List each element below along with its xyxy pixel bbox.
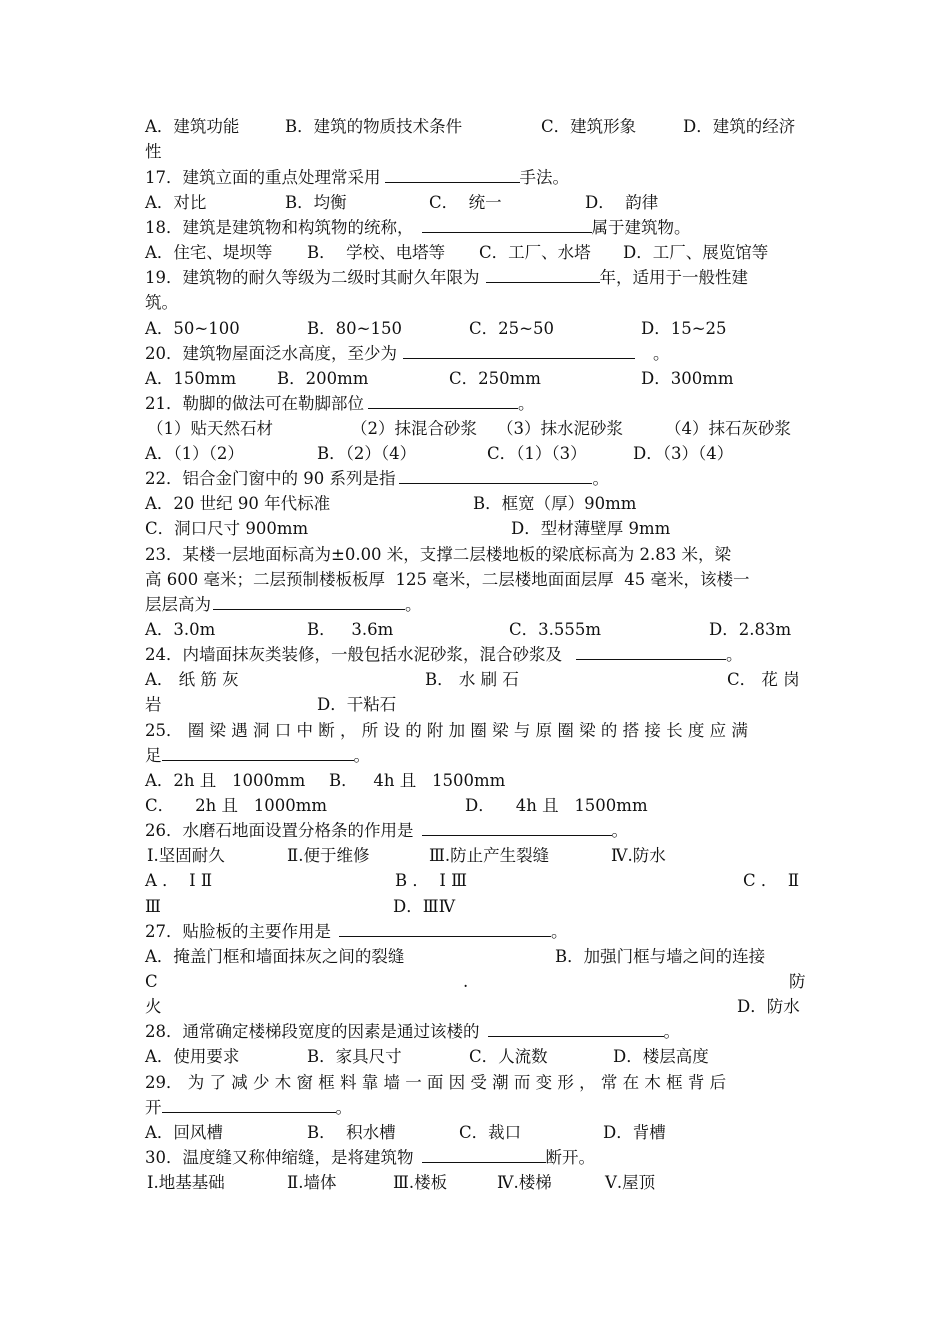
q26-items <box>145 843 809 868</box>
answer-blank <box>422 1145 546 1163</box>
question-text: 20．建筑物屋面泛水高度，至少为 <box>145 344 397 363</box>
option-c: C． 花 岗 <box>727 670 800 689</box>
question-29 <box>145 1070 809 1095</box>
item-3: Ⅲ.防止产生裂缝 <box>429 846 550 865</box>
question-25 <box>145 718 809 743</box>
question-text: 30．温度缝又称伸缩缝，是将建筑物 <box>145 1148 414 1167</box>
option-b: B．家具尺寸 <box>307 1047 402 1066</box>
question-text: 27．贴脸板的主要作用是 <box>145 922 331 941</box>
option-a: A．对比 <box>145 193 207 212</box>
option-a: A．2h 且 1000mm <box>145 771 306 790</box>
option-b: B．（2）（4） <box>317 444 417 463</box>
q24-options <box>145 667 809 692</box>
option-b: B ． Ⅰ Ⅲ <box>395 871 468 890</box>
question-text: 19．建筑物的耐久等级为二级时其耐久年限为 <box>145 268 480 287</box>
option-c: C．3.555m <box>509 620 602 639</box>
option-a: A．回风槽 <box>145 1123 223 1142</box>
q26-options: Ⅲ D．ⅢⅣ <box>145 894 809 919</box>
text-line: 开 。 <box>145 1095 809 1120</box>
option-c: C．250mm <box>449 369 541 388</box>
answer-blank <box>576 642 726 660</box>
text-line: 性 <box>145 142 162 161</box>
answer-blank <box>422 215 592 233</box>
question-30: 30．温度缝又称伸缩缝，是将建筑物 断开。 <box>145 1145 809 1170</box>
question-text: 24．内墙面抹灰类装修，一般包括水泥砂浆，混合砂浆及 <box>145 645 562 664</box>
option-d: D．ⅢⅣ <box>393 897 456 916</box>
option-b: B．框宽（厚）90mm <box>473 494 637 513</box>
option-c: C． 2h 且 1000mm <box>145 796 327 815</box>
q16-options <box>145 114 809 139</box>
answer-blank <box>339 919 551 937</box>
item-2: （2）抹混合砂浆 <box>351 419 477 438</box>
item-4: （4）抹石灰砂浆 <box>665 419 791 438</box>
question-text: 21．勒脚的做法可在勒脚部位 <box>145 394 364 413</box>
option-c: C．人流数 <box>469 1047 548 1066</box>
q29-options <box>145 1120 809 1145</box>
answer-blank <box>368 391 518 409</box>
answer-blank <box>422 818 612 836</box>
question-text: 22．铝合金门窗中的 90 系列是指 <box>145 469 396 488</box>
answer-blank <box>403 341 635 359</box>
question-text: 26．水磨石地面设置分格条的作用是 <box>145 821 414 840</box>
text-line: 层层高为 。 <box>145 592 809 617</box>
question-20: 20．建筑物屋面泛水高度，至少为 。 <box>145 341 809 366</box>
option-b: B．80~150 <box>307 319 402 338</box>
option-a: A． 纸 筋 灰 <box>145 670 239 689</box>
option-a: A．住宅、堤坝等 <box>145 243 273 262</box>
answer-blank <box>162 1095 336 1113</box>
option-d: D．干粘石 <box>317 695 397 714</box>
option-d: D． 4h 且 1500mm <box>465 796 648 815</box>
question-19: 19．建筑物的耐久等级为二级时其耐久年限为 年，适用于一般性建 <box>145 265 809 290</box>
question-17: 17．建筑立面的重点处理常采用 手法。 <box>145 165 809 190</box>
option-c: C．洞口尺寸 900mm <box>145 519 309 538</box>
item-4: Ⅳ.楼梯 <box>497 1173 552 1192</box>
option-d: D．15~25 <box>641 319 727 338</box>
q27-options <box>145 944 809 969</box>
option-c: C．25~50 <box>469 319 554 338</box>
question-24: 24．内墙面抹灰类装修，一般包括水泥砂浆，混合砂浆及 。 <box>145 642 809 667</box>
item-5: Ⅴ.屋顶 <box>605 1173 656 1192</box>
q21-options <box>145 441 809 466</box>
q22-options <box>145 516 809 541</box>
question-text: 25． 圈 梁 遇 洞 口 中 断 ， 所 设 的 附 加 圈 梁 与 原 圈 梁 的 搭 接 长 度 应 满 <box>145 721 748 740</box>
q22-options <box>145 491 809 516</box>
item-3: （3）抹水泥砂浆 <box>497 419 623 438</box>
option-b: B． 3.6m <box>307 620 394 639</box>
option-b: B． 4h 且 1500mm <box>329 771 506 790</box>
answer-blank <box>385 165 520 183</box>
item-2: Ⅱ.便于维修 <box>287 846 370 865</box>
option-a: A ． Ⅰ Ⅱ <box>145 871 213 890</box>
option-d: D．背槽 <box>603 1123 666 1142</box>
question-text: 23．某楼一层地面标高为±0.00 米，支撑二层楼地板的梁底标高为 2.83 米，梁 <box>145 545 732 564</box>
option-c: C <box>145 972 158 991</box>
option-c: C．建筑形象 <box>541 117 637 136</box>
option-b: B．建筑的物质技术条件 <box>285 117 463 136</box>
option-d: D．工厂、展览馆等 <box>623 243 769 262</box>
answer-blank <box>486 265 600 283</box>
option-b: B．200mm <box>277 369 369 388</box>
q20-options <box>145 366 809 391</box>
q27-options: C . 防 <box>145 969 809 994</box>
option-a: A．（1）（2） <box>145 444 244 463</box>
option-b: B．均衡 <box>285 193 347 212</box>
question-text: 18．建筑是建筑物和构筑物的统称， <box>145 218 414 237</box>
q27-options: 火 D．防水 <box>145 994 809 1019</box>
answer-blank <box>162 743 354 761</box>
q19-options <box>145 316 809 341</box>
option-c: C．（1）（3） <box>487 444 587 463</box>
option-d: D．300mm <box>641 369 734 388</box>
q24-options: 岩 D．干粘石 <box>145 692 809 717</box>
option-d: D．2.83m <box>709 620 792 639</box>
item-2: Ⅱ.墙体 <box>287 1173 337 1192</box>
question-22: 22．铝合金门窗中的 90 系列是指 。 <box>145 466 809 491</box>
question-28: 28．通常确定楼梯段宽度的因素是通过该楼的 。 <box>145 1019 809 1044</box>
q26-options <box>145 868 809 893</box>
option-a: A．建筑功能 <box>145 117 240 136</box>
question-27: 27．贴脸板的主要作用是 。 <box>145 919 809 944</box>
item-4: Ⅳ.防水 <box>611 846 666 865</box>
text-line: 筑。 <box>145 293 178 312</box>
answer-blank <box>213 592 405 610</box>
option-c: C．工厂、水塔 <box>479 243 591 262</box>
item-1: Ⅰ.地基基础 <box>147 1173 225 1192</box>
option-d: D．（3）（4） <box>633 444 734 463</box>
option-c: C ． Ⅱ <box>743 871 800 890</box>
option-b: B． 积水槽 <box>307 1123 396 1142</box>
option-d: D． 韵律 <box>585 193 659 212</box>
answer-blank <box>488 1019 664 1037</box>
q28-options <box>145 1044 809 1069</box>
option-b: B．加强门框与墙之间的连接 <box>555 947 766 966</box>
option-a: A．使用要求 <box>145 1047 240 1066</box>
option-d: D．防水 <box>737 997 800 1016</box>
q25-options <box>145 793 809 818</box>
q30-items <box>145 1170 809 1195</box>
option-a: A．3.0m <box>145 620 216 639</box>
option-a: A．50~100 <box>145 319 240 338</box>
question-text: 28．通常确定楼梯段宽度的因素是通过该楼的 <box>145 1022 480 1041</box>
option-a: A．掩盖门框和墙面抹灰之间的裂缝 <box>145 947 405 966</box>
question-18: 18．建筑是建筑物和构筑物的统称， 属于建筑物。 <box>145 215 809 240</box>
q21-items <box>145 416 809 441</box>
option-d: D．建筑的经济 <box>683 117 796 136</box>
option-b: B． 水 刷 石 <box>425 670 519 689</box>
option-a: A．20 世纪 90 年代标准 <box>145 494 331 513</box>
question-23 <box>145 542 809 567</box>
q18-options <box>145 240 809 265</box>
question-text: 29． 为 了 减 少 木 窗 框 料 靠 墙 一 面 因 受 潮 而 变 形 ， 常 在 木 框 背 后 <box>145 1073 727 1092</box>
option-b: B． 学校、电塔等 <box>307 243 446 262</box>
item-3: Ⅲ.楼板 <box>393 1173 448 1192</box>
option-d: D．型材薄壁厚 9mm <box>511 519 671 538</box>
option-d: D．楼层高度 <box>613 1047 709 1066</box>
item-1: （1）贴天然石材 <box>147 419 273 438</box>
text-line: 足 。 <box>145 743 809 768</box>
q25-options <box>145 768 809 793</box>
item-1: Ⅰ.坚固耐久 <box>147 846 225 865</box>
question-text: 17．建筑立面的重点处理常采用 <box>145 168 381 187</box>
option-c: C． 统一 <box>429 193 502 212</box>
answer-blank <box>399 466 592 484</box>
option-c: C．裁口 <box>459 1123 522 1142</box>
question-21: 21．勒脚的做法可在勒脚部位 。 <box>145 391 809 416</box>
q23-options <box>145 617 809 642</box>
text-line: 高 600 毫米；二层预制楼板板厚 125 毫米，二层楼地面面层厚 45 毫米，该楼一 <box>145 570 750 589</box>
question-26: 26．水磨石地面设置分格条的作用是 。 <box>145 818 809 843</box>
option-a: A．150mm <box>145 369 237 388</box>
q17-options <box>145 190 809 215</box>
